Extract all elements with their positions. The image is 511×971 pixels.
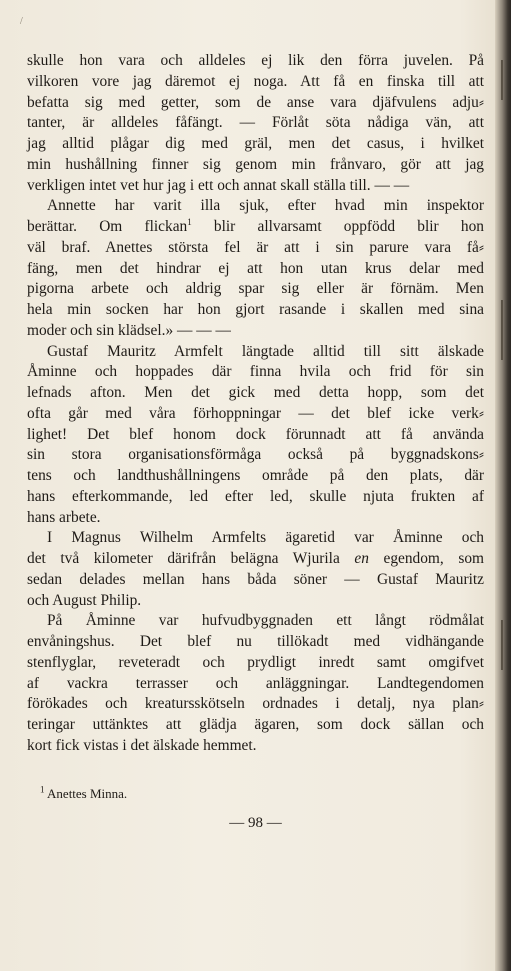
footnote-marker: 1 [40, 784, 45, 795]
italic-word: en [354, 550, 369, 567]
text-line: I Magnus Wilhelm Armfelts ägaretid var Åminne och [47, 529, 484, 547]
text-line: hela min socken har hon gjort rasande i skallen med sina [27, 301, 484, 318]
text-line: hans efterkommande, led efter led, skulle njuta frukten af [27, 487, 484, 505]
text-line: befatta sig med getter, som de anse vara djäfvulens adju⸗ [27, 93, 484, 111]
text-line: förökades och kreatursskötseln ordnades i detalj, nya plan⸗ [27, 695, 484, 713]
text-line: och August Philip. [27, 591, 142, 609]
text-fragment: berättar. Om flickan [27, 218, 188, 235]
binding-mark [501, 300, 503, 360]
text-line: lighet! Det blef honom dock förunnadt att få använda [27, 425, 484, 443]
text-line: tens och landthushållningens område på den plats, där [27, 467, 484, 484]
text-line: envåningshus. Det blef nu tillökadt med vidhängande [27, 633, 484, 650]
text-line: Annette har varit illa sjuk, efter hvad min inspektor [47, 197, 484, 215]
text-line: fäng, men det hindrar ej att hon utan krus delar med [27, 259, 484, 277]
text-line: ofta går med våra förhoppningar — det blef icke verk⸗ [27, 404, 484, 422]
text-line: stenflyglar, reveteradt och prydligt inredt samt omgifvet [27, 653, 484, 671]
footnote-text: Anettes Minna. [44, 786, 128, 801]
footnote-reference: 1 [187, 216, 192, 227]
body-text [27, 51, 484, 757]
text-fragment: blir allvarsamt oppfödd blir hon [191, 218, 484, 235]
text-line: moder och sin klädsel.» — — — [27, 321, 231, 339]
text-line: kort fick vistas i det älskade hemmet. [27, 736, 257, 754]
text-line: lefnads afton. Men det gick med detta hopp, som det [27, 384, 484, 401]
text-line: sedan delades mellan hans båda söner — Gustaf Mauritz [27, 570, 484, 588]
binding-mark [501, 620, 503, 670]
text-fragment: det två kilometer därifrån belägna Wjurila [27, 550, 340, 567]
text-fragment: egendom, som [368, 550, 484, 567]
text-line [27, 217, 484, 238]
text-line: Åminne och hoppades där finna hvila och frid för sin [27, 363, 484, 381]
text-line: sin stora organisationsförmåga också på byggnadskons⸗ [27, 446, 484, 464]
binding-mark [501, 60, 503, 100]
text-line [27, 549, 484, 570]
text-line: väl braf. Anettes största fel är att i sin parure vara få⸗ [27, 238, 484, 256]
text-line: tanter, är alldeles fåfängt. — Förlåt söta nådiga vän, att [27, 114, 484, 132]
text-line: min hushållning finner sig genom min frånvaro, gör att jag [27, 155, 484, 173]
text-line: skulle hon vara och alldeles ej lik den förra juvelen. På [27, 52, 484, 69]
text-line: af vackra terrasser och anläggningar. Landtegendomen [27, 674, 484, 692]
text-line: hans arbete. [27, 508, 101, 526]
text-line: jag alltid plågar dig med gräl, men det casus, i hvilket [27, 135, 484, 152]
text-line: verkligen intet vet hur jag i ett och annat skall ställa till. — — [27, 176, 410, 194]
text-line: På Åminne var hufvudbyggnaden ett långt rödmålat [47, 612, 484, 630]
text-line: vilkoren vore jag däremot ej noga. Att få en finska till att [27, 72, 484, 90]
text-line: pigorna arbete och aldrig spar sig eller är förnäm. Men [27, 280, 484, 298]
page-number: — 98 — [229, 815, 282, 831]
page-edge-shadow [495, 0, 511, 971]
text-line: Gustaf Mauritz Armfelt längtade alltid till sitt älskade [47, 342, 484, 360]
margin-mark: / [20, 16, 23, 27]
text-line: teringar uttänktes att glädja ägaren, som dock sällan och [27, 716, 484, 733]
footnote [40, 786, 127, 802]
